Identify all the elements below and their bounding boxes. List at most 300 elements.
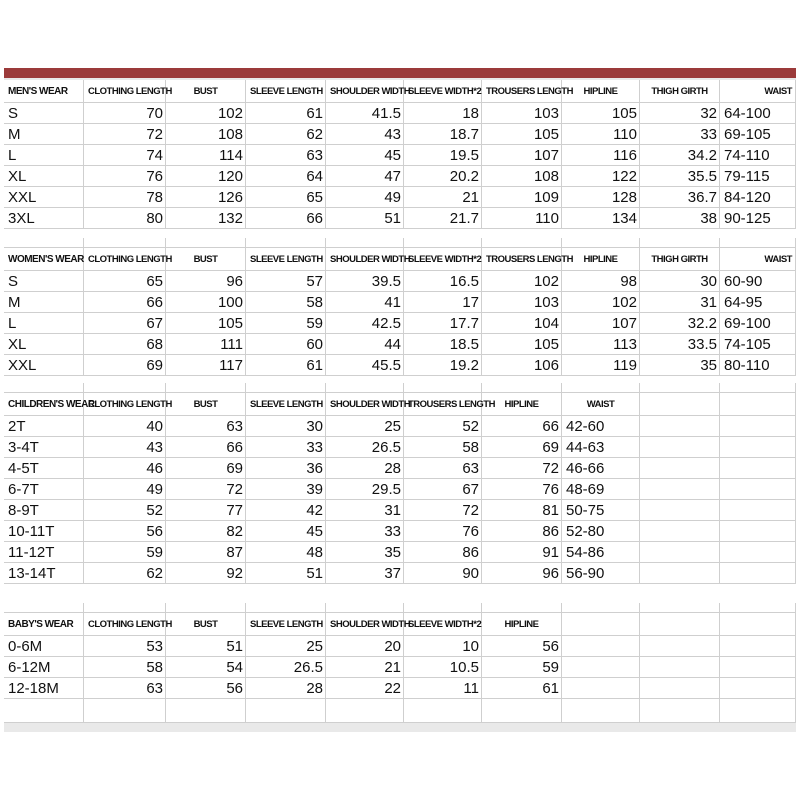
size-value: 58 <box>84 657 166 678</box>
empty-cell <box>246 702 326 723</box>
size-value: 69 <box>482 437 562 458</box>
size-value: 26.5 <box>326 437 404 458</box>
empty-cell <box>4 383 84 393</box>
empty-cell <box>640 238 720 248</box>
size-value: 120 <box>166 166 246 187</box>
size-value: 48 <box>246 542 326 563</box>
size-value: 21.7 <box>404 208 482 229</box>
empty-cell <box>720 393 796 416</box>
size-value: 105 <box>166 313 246 334</box>
size-value: 90 <box>404 563 482 584</box>
empty-cell <box>562 613 640 636</box>
womens-header-row <box>4 248 796 271</box>
size-label: 8-9T <box>4 500 84 521</box>
empty-cell <box>720 657 796 678</box>
empty-cell <box>246 383 326 393</box>
size-value: 54 <box>166 657 246 678</box>
size-value: 64-100 <box>720 103 796 124</box>
column-header: TROUSERS LENGTH <box>404 393 482 416</box>
size-value: 67 <box>404 479 482 500</box>
column-header: SLEEVE LENGTH <box>246 613 326 636</box>
size-value: 19.2 <box>404 355 482 376</box>
size-value: 43 <box>326 124 404 145</box>
size-value: 61 <box>246 355 326 376</box>
size-value: 35 <box>640 355 720 376</box>
empty-cell <box>326 603 404 613</box>
size-value: 44 <box>326 334 404 355</box>
column-header: SHOULDER WIDTH <box>326 613 404 636</box>
size-value: 20 <box>326 636 404 657</box>
column-header: BUST <box>166 613 246 636</box>
size-value: 43 <box>84 437 166 458</box>
size-value: 50-75 <box>562 500 640 521</box>
size-value: 32 <box>640 103 720 124</box>
size-label: L <box>4 145 84 166</box>
size-value: 60 <box>246 334 326 355</box>
size-value: 38 <box>640 208 720 229</box>
baby-size-row <box>4 657 796 678</box>
empty-cell <box>482 383 562 393</box>
size-value: 114 <box>166 145 246 166</box>
size-value: 17 <box>404 292 482 313</box>
size-value: 72 <box>482 458 562 479</box>
empty-cell <box>404 383 482 393</box>
size-value: 56-90 <box>562 563 640 584</box>
mens-size-row <box>4 187 796 208</box>
size-value: 108 <box>166 124 246 145</box>
empty-cell <box>482 702 562 723</box>
empty-cell <box>720 613 796 636</box>
size-value: 45 <box>246 521 326 542</box>
column-header: SHOULDER WIDTH <box>326 393 404 416</box>
size-label: 12-18M <box>4 678 84 699</box>
size-value: 25 <box>246 636 326 657</box>
size-value: 18.5 <box>404 334 482 355</box>
size-value: 52 <box>84 500 166 521</box>
size-value: 31 <box>640 292 720 313</box>
size-value: 106 <box>482 355 562 376</box>
size-value: 10 <box>404 636 482 657</box>
size-value: 96 <box>482 563 562 584</box>
size-value: 96 <box>166 271 246 292</box>
size-value: 34.2 <box>640 145 720 166</box>
size-value: 66 <box>246 208 326 229</box>
size-value: 61 <box>246 103 326 124</box>
size-value: 26.5 <box>246 657 326 678</box>
empty-cell <box>640 657 720 678</box>
trailing-empty-row <box>4 702 796 723</box>
size-value: 69 <box>84 355 166 376</box>
empty-cell <box>720 500 796 521</box>
size-label: 4-5T <box>4 458 84 479</box>
size-value: 70 <box>84 103 166 124</box>
size-value: 41.5 <box>326 103 404 124</box>
column-header: SHOULDER WIDTH <box>326 80 404 103</box>
size-value: 84-120 <box>720 187 796 208</box>
size-value: 52 <box>404 416 482 437</box>
size-value: 90-125 <box>720 208 796 229</box>
size-label: S <box>4 103 84 124</box>
empty-cell <box>640 479 720 500</box>
size-value: 40 <box>84 416 166 437</box>
empty-cell <box>720 416 796 437</box>
column-header: THIGH GIRTH <box>640 248 720 271</box>
empty-cell <box>720 542 796 563</box>
childrens-size-row <box>4 416 796 437</box>
size-value: 72 <box>404 500 482 521</box>
size-value: 45 <box>326 145 404 166</box>
column-header: WAIST <box>562 393 640 416</box>
size-label: S <box>4 271 84 292</box>
empty-cell <box>562 603 640 613</box>
empty-cell <box>720 458 796 479</box>
size-value: 82 <box>166 521 246 542</box>
empty-cell <box>246 603 326 613</box>
size-value: 105 <box>482 124 562 145</box>
childrens-size-row <box>4 500 796 521</box>
size-value: 57 <box>246 271 326 292</box>
size-value: 18 <box>404 103 482 124</box>
empty-cell <box>166 383 246 393</box>
mens-size-row <box>4 166 796 187</box>
size-value: 67 <box>84 313 166 334</box>
childrens-header-row <box>4 393 796 416</box>
size-value: 91 <box>482 542 562 563</box>
empty-cell <box>326 383 404 393</box>
empty-cell <box>482 603 562 613</box>
size-value: 107 <box>562 313 640 334</box>
size-value: 87 <box>166 542 246 563</box>
column-header: SHOULDER WIDTH <box>326 248 404 271</box>
size-value: 25 <box>326 416 404 437</box>
size-label: M <box>4 292 84 313</box>
size-value: 20.2 <box>404 166 482 187</box>
empty-cell <box>640 636 720 657</box>
empty-cell <box>4 238 84 248</box>
size-value: 134 <box>562 208 640 229</box>
size-value: 35 <box>326 542 404 563</box>
size-value: 105 <box>562 103 640 124</box>
size-value: 49 <box>326 187 404 208</box>
mens-header-row <box>4 80 796 103</box>
size-value: 46-66 <box>562 458 640 479</box>
size-value: 64 <box>246 166 326 187</box>
size-value: 45.5 <box>326 355 404 376</box>
column-header: HIPLINE <box>562 80 640 103</box>
size-value: 77 <box>166 500 246 521</box>
size-value: 11 <box>404 678 482 699</box>
size-value: 69-100 <box>720 313 796 334</box>
size-value: 98 <box>562 271 640 292</box>
size-value: 104 <box>482 313 562 334</box>
size-value: 69 <box>166 458 246 479</box>
empty-cell <box>246 238 326 248</box>
size-label: 11-12T <box>4 542 84 563</box>
size-value: 33 <box>326 521 404 542</box>
size-value: 100 <box>166 292 246 313</box>
baby-size-row <box>4 636 796 657</box>
column-header: CLOTHING LENGTH <box>84 393 166 416</box>
childrens-size-row <box>4 437 796 458</box>
section-spacer <box>4 383 796 393</box>
womens-size-row <box>4 334 796 355</box>
column-header: SLEEVE WIDTH*2 <box>404 613 482 636</box>
empty-cell <box>84 702 166 723</box>
womens-size-row <box>4 292 796 313</box>
mens-size-row <box>4 145 796 166</box>
size-value: 36.7 <box>640 187 720 208</box>
size-value: 51 <box>246 563 326 584</box>
size-value: 86 <box>404 542 482 563</box>
empty-cell <box>720 479 796 500</box>
empty-cell <box>562 238 640 248</box>
section-spacer <box>4 238 796 248</box>
size-value: 62 <box>246 124 326 145</box>
column-header: THIGH GIRTH <box>640 80 720 103</box>
childrens-size-row <box>4 458 796 479</box>
size-value: 59 <box>482 657 562 678</box>
baby-size-row <box>4 678 796 699</box>
empty-cell <box>640 458 720 479</box>
size-chart-grid <box>4 80 796 723</box>
size-label: XL <box>4 334 84 355</box>
size-value: 80-110 <box>720 355 796 376</box>
size-value: 72 <box>166 479 246 500</box>
size-value: 110 <box>482 208 562 229</box>
size-value: 78 <box>84 187 166 208</box>
childrens-size-row <box>4 563 796 584</box>
size-label: 13-14T <box>4 563 84 584</box>
size-value: 111 <box>166 334 246 355</box>
column-header: SLEEVE LENGTH <box>246 80 326 103</box>
empty-cell <box>640 603 720 613</box>
size-label: 6-7T <box>4 479 84 500</box>
size-value: 29.5 <box>326 479 404 500</box>
size-value: 103 <box>482 103 562 124</box>
column-header: HIPLINE <box>562 248 640 271</box>
empty-cell <box>720 521 796 542</box>
empty-cell <box>640 563 720 584</box>
empty-cell <box>326 702 404 723</box>
brand-color-bar <box>4 68 796 78</box>
size-value: 22 <box>326 678 404 699</box>
size-label: XL <box>4 166 84 187</box>
size-value: 39 <box>246 479 326 500</box>
empty-cell <box>640 702 720 723</box>
empty-cell <box>640 500 720 521</box>
size-label: M <box>4 124 84 145</box>
size-value: 18.7 <box>404 124 482 145</box>
size-label: XXL <box>4 355 84 376</box>
column-header: WAIST <box>720 248 796 271</box>
size-label: 6-12M <box>4 657 84 678</box>
size-value: 68 <box>84 334 166 355</box>
size-value: 54-86 <box>562 542 640 563</box>
childrens-size-row <box>4 521 796 542</box>
size-value: 49 <box>84 479 166 500</box>
baby-header-row <box>4 613 796 636</box>
empty-cell <box>4 702 84 723</box>
size-value: 21 <box>404 187 482 208</box>
size-value: 80 <box>84 208 166 229</box>
size-value: 56 <box>166 678 246 699</box>
size-value: 35.5 <box>640 166 720 187</box>
column-header: SLEEVE LENGTH <box>246 393 326 416</box>
size-value: 58 <box>246 292 326 313</box>
size-value: 28 <box>246 678 326 699</box>
size-value: 102 <box>562 292 640 313</box>
empty-cell <box>84 603 166 613</box>
size-value: 42-60 <box>562 416 640 437</box>
size-value: 60-90 <box>720 271 796 292</box>
size-value: 61 <box>482 678 562 699</box>
column-header: SLEEVE WIDTH*2 <box>404 248 482 271</box>
column-header: CLOTHING LENGTH <box>84 80 166 103</box>
size-value: 66 <box>166 437 246 458</box>
size-value: 44-63 <box>562 437 640 458</box>
size-value: 30 <box>246 416 326 437</box>
womens-size-row <box>4 313 796 334</box>
empty-cell <box>166 603 246 613</box>
empty-cell <box>640 383 720 393</box>
empty-cell <box>404 702 482 723</box>
empty-cell <box>562 678 640 699</box>
empty-cell <box>720 636 796 657</box>
size-value: 51 <box>326 208 404 229</box>
size-value: 63 <box>246 145 326 166</box>
childrens-size-row <box>4 542 796 563</box>
empty-cell <box>404 603 482 613</box>
size-value: 65 <box>246 187 326 208</box>
empty-cell <box>640 393 720 416</box>
column-header: BABY'S WEAR <box>4 613 84 636</box>
empty-cell <box>720 603 796 613</box>
size-label: 0-6M <box>4 636 84 657</box>
empty-cell <box>562 383 640 393</box>
size-label: XXL <box>4 187 84 208</box>
column-header: HIPLINE <box>482 393 562 416</box>
column-header: WOMEN'S WEAR <box>4 248 84 271</box>
mens-size-row <box>4 208 796 229</box>
size-value: 63 <box>84 678 166 699</box>
size-value: 42.5 <box>326 313 404 334</box>
size-value: 103 <box>482 292 562 313</box>
size-value: 58 <box>404 437 482 458</box>
size-label: 2T <box>4 416 84 437</box>
empty-cell <box>562 702 640 723</box>
section-spacer <box>4 603 796 613</box>
size-value: 102 <box>482 271 562 292</box>
size-value: 110 <box>562 124 640 145</box>
size-value: 113 <box>562 334 640 355</box>
size-value: 30 <box>640 271 720 292</box>
size-value: 74-105 <box>720 334 796 355</box>
size-value: 36 <box>246 458 326 479</box>
size-value: 16.5 <box>404 271 482 292</box>
size-value: 59 <box>84 542 166 563</box>
column-header: BUST <box>166 248 246 271</box>
column-header: WAIST <box>720 80 796 103</box>
size-value: 17.7 <box>404 313 482 334</box>
size-value: 128 <box>562 187 640 208</box>
empty-cell <box>562 657 640 678</box>
size-value: 10.5 <box>404 657 482 678</box>
size-value: 32.2 <box>640 313 720 334</box>
column-header: SLEEVE WIDTH*2 <box>404 80 482 103</box>
size-value: 63 <box>166 416 246 437</box>
size-value: 105 <box>482 334 562 355</box>
column-header: BUST <box>166 80 246 103</box>
size-value: 65 <box>84 271 166 292</box>
empty-cell <box>720 678 796 699</box>
womens-size-row <box>4 271 796 292</box>
size-value: 33 <box>640 124 720 145</box>
size-value: 116 <box>562 145 640 166</box>
empty-cell <box>720 437 796 458</box>
empty-cell <box>482 238 562 248</box>
empty-cell <box>640 521 720 542</box>
size-value: 132 <box>166 208 246 229</box>
empty-cell <box>640 613 720 636</box>
column-header: CLOTHING LENGTH <box>84 613 166 636</box>
size-value: 56 <box>482 636 562 657</box>
size-value: 63 <box>404 458 482 479</box>
size-value: 81 <box>482 500 562 521</box>
size-chart-sheet <box>4 68 796 732</box>
empty-cell <box>404 238 482 248</box>
mens-size-row <box>4 124 796 145</box>
size-value: 119 <box>562 355 640 376</box>
empty-cell <box>4 603 84 613</box>
empty-cell <box>166 238 246 248</box>
size-value: 56 <box>84 521 166 542</box>
size-value: 92 <box>166 563 246 584</box>
empty-cell <box>640 542 720 563</box>
size-value: 66 <box>84 292 166 313</box>
empty-cell <box>84 238 166 248</box>
column-header: CHILDREN'S WEAR <box>4 393 84 416</box>
size-value: 39.5 <box>326 271 404 292</box>
size-value: 41 <box>326 292 404 313</box>
column-header: SLEEVE LENGTH <box>246 248 326 271</box>
size-value: 33.5 <box>640 334 720 355</box>
empty-cell <box>720 702 796 723</box>
size-label: 3XL <box>4 208 84 229</box>
size-value: 86 <box>482 521 562 542</box>
empty-cell <box>720 563 796 584</box>
size-value: 28 <box>326 458 404 479</box>
size-value: 76 <box>404 521 482 542</box>
size-value: 108 <box>482 166 562 187</box>
size-value: 69-105 <box>720 124 796 145</box>
size-value: 31 <box>326 500 404 521</box>
size-value: 79-115 <box>720 166 796 187</box>
empty-cell <box>640 416 720 437</box>
column-header: CLOTHING LENGTH <box>84 248 166 271</box>
empty-cell <box>326 238 404 248</box>
size-value: 51 <box>166 636 246 657</box>
size-value: 102 <box>166 103 246 124</box>
size-value: 19.5 <box>404 145 482 166</box>
size-value: 122 <box>562 166 640 187</box>
size-value: 62 <box>84 563 166 584</box>
size-value: 59 <box>246 313 326 334</box>
size-value: 52-80 <box>562 521 640 542</box>
size-value: 37 <box>326 563 404 584</box>
size-value: 117 <box>166 355 246 376</box>
size-value: 42 <box>246 500 326 521</box>
column-header: TROUSERS LENGTH <box>482 248 562 271</box>
